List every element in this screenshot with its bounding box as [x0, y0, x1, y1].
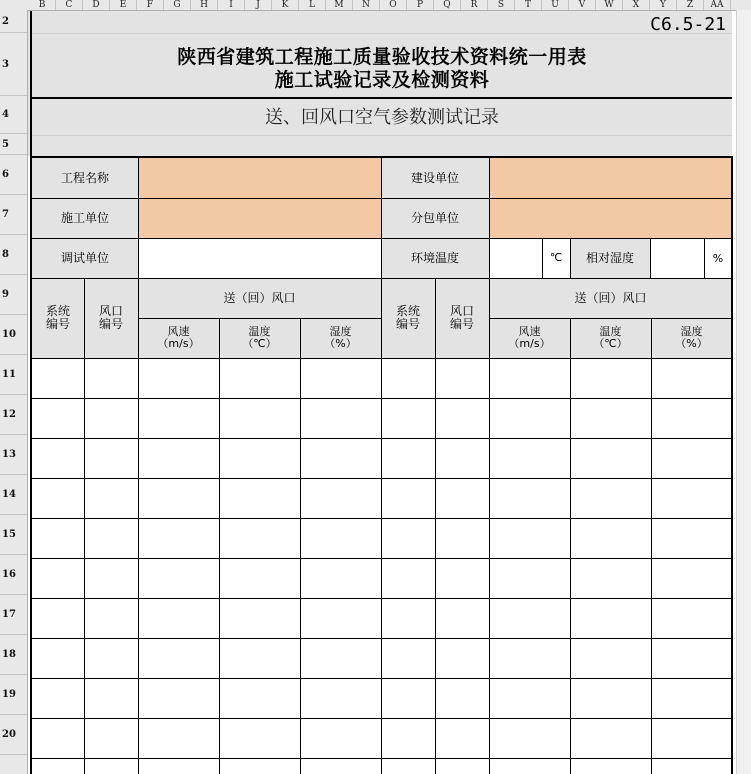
testing-unit-label: 调试单位 [60, 250, 109, 265]
row-header-bar [0, 10, 28, 774]
row-header-9[interactable]: 9 [0, 275, 27, 315]
column-header-W[interactable]: W [596, 0, 623, 10]
contractor-label: 施工单位 [60, 210, 109, 225]
row-header-18[interactable]: 18 [0, 635, 27, 675]
grid-hline [32, 638, 732, 639]
grid-hline [32, 358, 732, 359]
ambient-temp-label: 环境温度 [410, 250, 459, 265]
grid-hline [32, 238, 732, 239]
outlet-no-text2: 编号 [98, 317, 123, 331]
grid-hline [32, 478, 732, 479]
construction-unit-label: 建设单位 [410, 170, 459, 185]
outlet-group-header-left: 送（回）风口 [223, 290, 296, 305]
column-header-G[interactable]: G [164, 0, 191, 10]
grid-vline [704, 238, 705, 278]
column-header-R[interactable]: R [461, 0, 488, 10]
column-header-X[interactable]: X [623, 0, 650, 10]
column-header-C[interactable]: C [56, 0, 83, 10]
form-title-line1: 陕西省建筑工程施工质量验收技术资料统一用表 [177, 45, 587, 68]
outlet-no-text2: 编号 [449, 317, 474, 331]
grid-vline [435, 278, 436, 774]
grid-hline [32, 398, 732, 399]
relative-humidity-unit: % [704, 238, 732, 278]
grid-hline [489, 318, 732, 319]
column-header-Q[interactable]: Q [434, 0, 461, 10]
grid-vline [381, 158, 382, 774]
column-header-K[interactable]: K [272, 0, 299, 10]
temperature-header-left [219, 318, 300, 358]
grid-hline [32, 438, 732, 439]
subcontractor-label: 分包单位 [410, 210, 459, 225]
column-header-V[interactable]: V [569, 0, 596, 10]
grid-vline [542, 238, 543, 278]
wind-speed-unit: （m/s） [157, 337, 200, 350]
grid-vline [84, 278, 85, 774]
row-header-13[interactable]: 13 [0, 435, 27, 475]
row-header-14[interactable]: 14 [0, 475, 27, 515]
column-header-S[interactable]: S [488, 0, 515, 10]
grid-hline [138, 318, 381, 319]
grid-right-border [731, 156, 733, 774]
column-header-L[interactable]: L [299, 0, 326, 10]
system-no-header-right [381, 278, 435, 358]
humidity-unit: （%） [324, 337, 357, 350]
column-header-AA[interactable]: AA [704, 0, 731, 10]
worksheet[interactable] [28, 11, 751, 774]
row-header-8[interactable]: 8 [0, 235, 27, 275]
temperature-unit: （℃） [593, 337, 628, 350]
wind-speed-header-left [138, 318, 219, 358]
outlet-no-text1: 风口 [449, 304, 474, 318]
relative-humidity-label: 相对湿度 [585, 250, 634, 265]
column-header-P[interactable]: P [407, 0, 434, 10]
project-name-input[interactable] [138, 158, 381, 198]
row-header-4[interactable]: 4 [0, 96, 27, 134]
project-name-label: 工程名称 [60, 170, 109, 185]
temperature-text: 温度 [599, 325, 622, 338]
contractor-input[interactable] [138, 198, 381, 238]
grid-vline [570, 318, 571, 774]
column-header-Y[interactable]: Y [650, 0, 677, 10]
grid-hline [32, 718, 732, 719]
grid-hline [32, 278, 732, 279]
row-header-3[interactable]: 3 [0, 33, 27, 96]
grid-hline [32, 198, 732, 199]
column-header-B[interactable]: B [29, 0, 56, 10]
column-header-I[interactable]: I [218, 0, 245, 10]
system-no-text2: 编号 [45, 317, 70, 331]
row-header-2[interactable]: 2 [0, 10, 27, 33]
outlet-group-header-right: 送（回）风口 [574, 290, 647, 305]
subtitle-row-rule [32, 135, 732, 136]
grid-hline [32, 598, 732, 599]
testing-unit-input[interactable] [138, 238, 381, 278]
ambient-temp-unit: ℃ [542, 238, 570, 278]
construction-unit-input[interactable] [489, 158, 732, 198]
row-header-19[interactable]: 19 [0, 675, 27, 715]
form-subtitle: 送、回风口空气参数测试记录 [265, 106, 499, 128]
row-header-20[interactable]: 20 [0, 715, 27, 755]
system-no-header-left [32, 278, 84, 358]
humidity-header-right [651, 318, 732, 358]
row-header-15[interactable]: 15 [0, 515, 27, 555]
row-header-16[interactable]: 16 [0, 555, 27, 595]
grid-hline [32, 758, 732, 759]
column-header-J[interactable]: J [245, 0, 272, 10]
ambient-temp-input[interactable] [489, 238, 542, 278]
humidity-header-left [300, 318, 381, 358]
row-header-11[interactable]: 11 [0, 355, 27, 395]
relative-humidity-input[interactable] [650, 238, 704, 278]
temperature-header-right [570, 318, 651, 358]
grid-vline [219, 318, 220, 774]
row-header-12[interactable]: 12 [0, 395, 27, 435]
wind-speed-header-right [489, 318, 570, 358]
outlet-no-header-left [84, 278, 138, 358]
column-header-H[interactable]: H [191, 0, 218, 10]
column-header-D[interactable]: D [83, 0, 110, 10]
row-header-6[interactable]: 6 [0, 155, 27, 195]
column-header-M[interactable]: M [326, 0, 353, 10]
subcontractor-input[interactable] [489, 198, 732, 238]
outlet-no-text1: 风口 [98, 304, 123, 318]
grid-vline [570, 238, 571, 278]
grid-vline [138, 158, 139, 774]
vertical-scrollbar[interactable] [736, 10, 751, 774]
column-header-O[interactable]: O [380, 0, 407, 10]
wind-speed-unit: （m/s） [508, 337, 551, 350]
temperature-unit: （℃） [242, 337, 277, 350]
system-no-text1: 系统 [395, 304, 420, 318]
column-header-N[interactable]: N [353, 0, 380, 10]
column-header-T[interactable]: T [515, 0, 542, 10]
grid-vline [489, 158, 490, 774]
title-underline [30, 97, 732, 99]
grid-vline [650, 238, 651, 278]
form-title-line2: 施工试验记录及检测资料 [274, 68, 490, 91]
column-header-U[interactable]: U [542, 0, 569, 10]
column-header-F[interactable]: F [137, 0, 164, 10]
column-header-bar [0, 0, 751, 11]
system-no-text2: 编号 [395, 317, 420, 331]
outlet-no-header-right [435, 278, 489, 358]
grid-vline [300, 318, 301, 774]
temperature-text: 温度 [248, 325, 271, 338]
row-header-5[interactable]: 5 [0, 134, 27, 155]
column-header-E[interactable]: E [110, 0, 137, 10]
grid-hline [32, 678, 732, 679]
humidity-text: 湿度 [680, 325, 703, 338]
grid-vline [651, 318, 652, 774]
column-header-Z[interactable]: Z [677, 0, 704, 10]
wind-speed-text: 风速 [167, 325, 190, 338]
outer-left-border [30, 11, 32, 774]
humidity-text: 湿度 [329, 325, 352, 338]
wind-speed-text: 风速 [518, 325, 541, 338]
row-header-17[interactable]: 17 [0, 595, 27, 635]
row-header-7[interactable]: 7 [0, 195, 27, 235]
form-code: C6.5-21 [650, 13, 726, 35]
row-header-10[interactable]: 10 [0, 315, 27, 355]
grid-hline [32, 558, 732, 559]
humidity-unit: （%） [675, 337, 708, 350]
system-no-text1: 系统 [45, 304, 70, 318]
grid-hline [32, 518, 732, 519]
